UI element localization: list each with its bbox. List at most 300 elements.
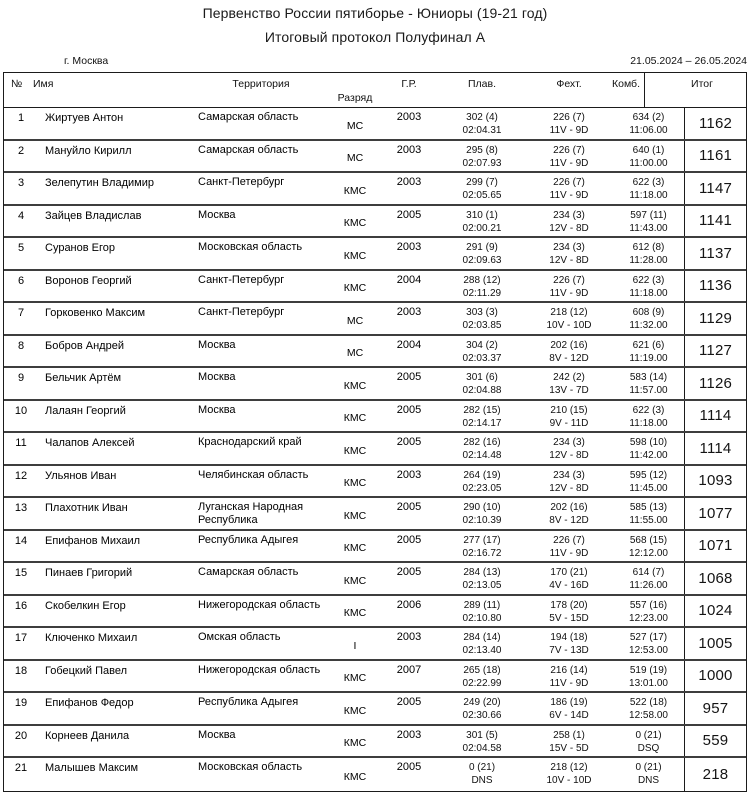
place-cell: 3 — [17, 177, 25, 189]
combined-cell — [613, 401, 684, 432]
result-row — [4, 466, 746, 499]
fencing-cell — [525, 141, 613, 172]
fencing-cell — [525, 693, 613, 724]
fencing-cell — [525, 726, 613, 757]
place-cell: 1 — [17, 112, 25, 124]
fencing-points: 202 (16) — [550, 339, 588, 351]
territory-cell: Московская область — [198, 241, 303, 253]
column-header-birthyear: Г.Р. — [401, 78, 417, 90]
total-score-cell: 1114 — [684, 433, 746, 464]
birthyear-cell: 2003 — [396, 241, 422, 253]
result-row — [4, 628, 746, 661]
territory-cell: Самарская область — [198, 111, 299, 123]
fencing-record: 15V - 5D — [549, 742, 589, 754]
swimming-points: 301 (5) — [466, 729, 498, 741]
combined-cell — [613, 141, 684, 172]
combined-time: 12:58.00 — [629, 710, 668, 721]
fencing-points: 226 (7) — [553, 177, 585, 188]
swimming-time: 02:09.63 — [462, 255, 502, 266]
territory-cell: Московская область — [198, 761, 303, 773]
rank-cell: МС — [346, 119, 364, 132]
event-dates: 21.05.2024 – 26.05.2024 — [630, 55, 747, 67]
combined-points: 0 (21) — [635, 729, 662, 741]
fencing-points: 218 (12) — [550, 307, 588, 318]
result-row — [4, 401, 746, 434]
column-header-rank: Разряд — [337, 92, 373, 104]
place-cell: 14 — [14, 534, 28, 547]
swimming-points: 289 (11) — [463, 599, 501, 611]
swimming-time: 02:04.88 — [462, 385, 502, 396]
birthyear-cell: 2007 — [396, 663, 422, 676]
swimming-cell — [439, 628, 525, 659]
birthyear-cell: 2003 — [396, 728, 422, 741]
fencing-record: 13V - 7D — [549, 385, 589, 396]
athlete-name-cell: Корнеев Данила — [45, 729, 130, 742]
combined-cell — [613, 173, 684, 204]
combined-time: 11:42.00 — [629, 450, 668, 461]
result-row — [4, 433, 746, 466]
total-score-cell: 1005 — [684, 628, 746, 659]
swimming-time: 02:10.39 — [462, 515, 502, 526]
athlete-name-cell: Скобелкин Егор — [45, 599, 126, 612]
combined-cell — [613, 336, 684, 367]
athlete-name-cell: Воронов Георгий — [45, 274, 132, 287]
place-cell: 9 — [17, 372, 25, 384]
fencing-record: 7V - 13D — [549, 645, 589, 656]
swimming-time: 02:16.72 — [462, 547, 502, 559]
swimming-cell — [439, 693, 525, 724]
swimming-points: 301 (6) — [466, 372, 498, 383]
fencing-cell — [525, 661, 613, 692]
rank-cell: КМС — [343, 542, 367, 555]
territory-cell: Москва — [198, 403, 236, 416]
birthyear-cell: 2003 — [396, 468, 422, 481]
swimming-points: 290 (10) — [463, 502, 501, 513]
combined-time: DSQ — [637, 742, 660, 754]
fencing-cell — [525, 466, 613, 497]
combined-cell — [613, 498, 684, 529]
combined-time: 11:26.00 — [629, 580, 668, 591]
combined-time: 11:18.00 — [629, 417, 668, 429]
rank-cell: КМС — [343, 412, 367, 425]
rank-cell: КМС — [343, 217, 367, 230]
fencing-record: 12V - 8D — [549, 255, 589, 266]
birthyear-cell: 2003 — [396, 111, 422, 123]
fencing-record: 11V - 9D — [549, 157, 589, 169]
swimming-points: 302 (4) — [466, 112, 498, 123]
territory-cell: Москва — [198, 371, 236, 383]
fencing-points: 234 (3) — [553, 469, 585, 481]
total-score-cell: 1077 — [684, 498, 746, 529]
rank-cell: КМС — [343, 704, 367, 717]
swimming-cell — [439, 466, 525, 497]
result-row — [4, 141, 746, 174]
total-score-cell: 1093 — [684, 466, 746, 497]
combined-points: 595 (12) — [629, 469, 668, 481]
result-row — [4, 206, 746, 239]
result-row — [4, 726, 746, 759]
column-header-name: Имя — [33, 78, 54, 90]
result-row — [4, 693, 746, 726]
swimming-points: 282 (15) — [463, 404, 501, 416]
fencing-points: 202 (16) — [550, 502, 588, 513]
birthyear-cell: 2005 — [396, 436, 422, 448]
combined-cell — [613, 563, 684, 594]
swimming-time: 02:07.93 — [462, 157, 502, 169]
combined-points: 568 (15) — [629, 534, 668, 546]
fencing-cell — [525, 758, 613, 791]
fencing-record: 12V - 8D — [549, 482, 589, 494]
fencing-cell — [525, 401, 613, 432]
birthyear-cell: 2005 — [396, 501, 422, 513]
result-row — [4, 108, 746, 141]
fencing-cell — [525, 303, 613, 334]
fencing-cell — [525, 596, 613, 627]
swimming-time: 02:04.31 — [462, 125, 502, 136]
column-header-total: Итог — [691, 78, 713, 90]
birthyear-cell: 2005 — [396, 533, 422, 546]
total-score-cell: 1129 — [684, 303, 746, 334]
document-title: Первенство России пятиборье - Юниоры (19-21 год) — [202, 5, 548, 21]
swimming-cell — [439, 498, 525, 529]
rank-cell: КМС — [343, 249, 367, 262]
athlete-name-cell: Ключенко Михаил — [45, 632, 138, 644]
fencing-points: 234 (3) — [553, 209, 585, 221]
swimming-points: 310 (1) — [466, 209, 498, 221]
rank-cell: КМС — [343, 184, 367, 197]
rank-cell: КМС — [343, 379, 367, 392]
combined-cell — [613, 108, 684, 139]
athlete-name-cell: Епифанов Федор — [45, 697, 134, 709]
combined-points: 612 (8) — [632, 242, 665, 253]
fencing-cell — [525, 531, 613, 562]
place-cell: 16 — [14, 599, 28, 612]
rank-cell: МС — [346, 152, 364, 165]
swimming-time: 02:13.40 — [462, 645, 502, 656]
swimming-time: 02:14.48 — [462, 450, 502, 461]
fencing-record: 11V - 9D — [549, 125, 589, 136]
fencing-cell — [525, 238, 613, 269]
rank-cell: КМС — [343, 509, 367, 522]
result-row — [4, 271, 746, 304]
fencing-points: 170 (21) — [550, 567, 588, 578]
fencing-cell — [525, 498, 613, 529]
birthyear-cell: 2006 — [396, 598, 422, 611]
combined-cell — [613, 758, 684, 791]
swimming-time: 02:03.85 — [462, 320, 502, 331]
swimming-cell — [439, 563, 525, 594]
territory-cell: Омская область — [198, 631, 281, 643]
swimming-cell — [439, 238, 525, 269]
fencing-points: 226 (7) — [553, 274, 585, 286]
athlete-name-cell: Зелепутин Владимир — [45, 177, 154, 189]
combined-time: 12:53.00 — [629, 645, 668, 656]
territory-cell: Санкт-Петербург — [198, 273, 285, 286]
combined-time: 11:19.00 — [629, 352, 668, 364]
total-score-cell: 1068 — [684, 563, 746, 594]
athlete-name-cell: Бобров Андрей — [45, 339, 124, 352]
fencing-cell — [525, 563, 613, 594]
swimming-cell — [439, 531, 525, 562]
swimming-points: 284 (13) — [463, 567, 501, 578]
table-header-row — [4, 73, 746, 108]
fencing-record: 8V - 12D — [549, 515, 589, 526]
athlete-name-cell: Мануйло Кирилл — [45, 144, 132, 157]
combined-points: 557 (16) — [629, 599, 668, 611]
swimming-points: 249 (20) — [463, 697, 501, 708]
result-row — [4, 758, 746, 791]
swimming-cell — [439, 368, 525, 399]
territory-cell: Москва — [198, 208, 236, 221]
combined-cell — [613, 661, 684, 692]
combined-cell — [613, 271, 684, 302]
swimming-cell — [439, 271, 525, 302]
place-cell: 7 — [17, 307, 25, 319]
combined-points: 640 (1) — [632, 144, 665, 156]
place-cell: 11 — [15, 437, 27, 449]
swimming-cell — [439, 401, 525, 432]
fencing-cell — [525, 368, 613, 399]
column-header-territory: Территория — [232, 78, 290, 90]
total-score-cell: 1161 — [684, 141, 746, 172]
swimming-points: 291 (9) — [466, 242, 498, 253]
rank-cell: КМС — [343, 444, 367, 457]
birthyear-cell: 2005 — [396, 371, 422, 383]
total-score-cell: 1114 — [684, 401, 746, 432]
place-cell: 8 — [17, 339, 25, 352]
territory-cell: Москва — [198, 728, 236, 741]
fencing-record: 12V - 8D — [549, 450, 589, 461]
place-cell: 17 — [14, 632, 28, 644]
combined-points: 614 (7) — [632, 567, 665, 578]
birthyear-cell: 2005 — [396, 208, 422, 221]
birthyear-cell: 2003 — [396, 143, 422, 156]
territory-cell: Республика Адыгея — [198, 696, 299, 708]
swimming-time: 02:00.21 — [462, 222, 502, 234]
combined-time: 11:55.00 — [629, 515, 668, 526]
column-header-swimming: Плав. — [467, 78, 496, 90]
athlete-name-cell: Пинаев Григорий — [45, 567, 133, 579]
fencing-record: 5V - 15D — [549, 612, 589, 624]
rank-cell: I — [353, 639, 357, 652]
total-score-cell: 1000 — [684, 661, 746, 692]
territory-cell: Нижегородская область — [198, 663, 321, 676]
swimming-time: 02:04.58 — [462, 742, 502, 754]
column-header-fencing: Фехт. — [556, 78, 582, 90]
table-body — [4, 108, 746, 791]
territory-cell: Самарская область — [198, 566, 299, 578]
combined-points: 527 (17) — [629, 632, 668, 643]
rank-cell: КМС — [343, 672, 367, 685]
swimming-time: 02:03.37 — [462, 352, 502, 364]
fencing-record: 4V - 16D — [549, 580, 589, 591]
birthyear-cell: 2003 — [396, 176, 422, 188]
fencing-cell — [525, 173, 613, 204]
combined-points: 634 (2) — [632, 112, 665, 123]
rank-cell: КМС — [343, 607, 367, 620]
fencing-points: 258 (1) — [553, 729, 585, 741]
swimming-time: 02:14.17 — [462, 417, 502, 429]
swimming-cell — [439, 108, 525, 139]
territory-cell: Санкт-Петербург — [198, 176, 285, 188]
combined-points: 519 (19) — [629, 664, 668, 676]
swimming-points: 284 (14) — [463, 632, 501, 643]
swimming-points: 303 (3) — [466, 307, 498, 318]
birthyear-cell: 2004 — [396, 273, 422, 286]
fencing-record: 12V - 8D — [549, 222, 589, 234]
combined-cell — [613, 531, 684, 562]
athlete-name-cell: Чалапов Алексей — [45, 437, 135, 449]
combined-points: 585 (13) — [629, 502, 668, 513]
total-score-cell: 957 — [684, 693, 746, 724]
combined-time: 12:23.00 — [629, 612, 668, 624]
combined-points: 598 (10) — [629, 437, 668, 448]
header-divider-line — [644, 73, 645, 107]
place-cell: 4 — [17, 209, 25, 222]
result-row — [4, 173, 746, 206]
swimming-time: 02:05.65 — [462, 190, 502, 201]
result-row — [4, 498, 746, 531]
fencing-record: 10V - 10D — [546, 775, 592, 786]
result-row — [4, 563, 746, 596]
combined-points: 622 (3) — [632, 274, 665, 286]
athlete-name-cell: Горковенко Максим — [45, 307, 146, 319]
combined-points: 583 (14) — [629, 372, 668, 383]
rank-cell: МС — [346, 314, 364, 327]
combined-time: DNS — [637, 775, 660, 786]
result-row — [4, 303, 746, 336]
swimming-points: 288 (12) — [463, 274, 501, 286]
swimming-cell — [439, 173, 525, 204]
combined-points: 622 (3) — [632, 177, 665, 188]
combined-time: 12:12.00 — [629, 547, 668, 559]
territory-cell: Челябинская область — [198, 468, 309, 481]
territory-cell: Нижегородская область — [198, 598, 321, 611]
athlete-name-cell: Бельчик Артём — [45, 372, 122, 384]
total-score-cell: 1137 — [684, 238, 746, 269]
swimming-time: 02:10.80 — [462, 612, 502, 624]
combined-time: 11:06.00 — [629, 125, 668, 136]
birthyear-cell: 2003 — [396, 306, 422, 318]
place-cell: 19 — [14, 697, 28, 709]
fencing-record: 11V - 9D — [549, 677, 589, 689]
place-cell: 2 — [17, 144, 25, 157]
fencing-record: 10V - 10D — [546, 320, 592, 331]
swimming-cell — [439, 303, 525, 334]
total-score-cell: 1141 — [684, 206, 746, 237]
combined-points: 597 (11) — [630, 209, 667, 221]
territory-cell: Санкт-Петербург — [198, 306, 285, 318]
fencing-cell — [525, 628, 613, 659]
territory-cell: Луганская Народная Республика — [198, 501, 304, 526]
result-row — [4, 531, 746, 564]
combined-cell — [613, 303, 684, 334]
total-score-cell: 1147 — [684, 173, 746, 204]
athlete-name-cell: Лалаян Георгий — [45, 404, 126, 417]
athlete-name-cell: Ульянов Иван — [45, 469, 117, 482]
place-cell: 20 — [14, 729, 28, 742]
combined-cell — [613, 238, 684, 269]
combined-points: 621 (6) — [632, 339, 665, 351]
document-subtitle: Итоговый протокол Полуфинал А — [264, 29, 486, 45]
total-score-cell: 1136 — [684, 271, 746, 302]
athlete-name-cell: Малышев Максим — [45, 762, 139, 774]
territory-cell: Москва — [198, 338, 236, 351]
rank-cell: МС — [346, 347, 364, 360]
territory-cell: Республика Адыгея — [198, 533, 299, 546]
fencing-points: 218 (12) — [550, 762, 588, 773]
swimming-time: 02:22.99 — [462, 677, 502, 689]
fencing-points: 194 (18) — [550, 632, 588, 643]
birthyear-cell: 2005 — [396, 696, 422, 708]
combined-cell — [613, 596, 684, 627]
fencing-points: 226 (7) — [553, 534, 585, 546]
fencing-cell — [525, 206, 613, 237]
swimming-time: 02:13.05 — [462, 580, 502, 591]
fencing-record: 8V - 12D — [549, 352, 589, 364]
place-cell: 10 — [14, 404, 28, 417]
athlete-name-cell: Плахотник Иван — [45, 502, 128, 514]
fencing-record: 11V - 9D — [549, 547, 589, 559]
place-cell: 12 — [14, 469, 28, 482]
fencing-points: 234 (3) — [553, 437, 585, 448]
fencing-points: 226 (7) — [553, 144, 585, 156]
swimming-time: 02:23.05 — [462, 482, 502, 494]
athlete-name-cell: Жиртуев Антон — [45, 112, 124, 124]
combined-time: 11:43.00 — [629, 222, 668, 234]
combined-time: 13:01.00 — [629, 677, 668, 689]
fencing-record: 11V - 9D — [549, 190, 589, 201]
results-table — [3, 72, 747, 792]
combined-points: 608 (9) — [632, 307, 665, 318]
swimming-cell — [439, 141, 525, 172]
combined-time: 11:00.00 — [629, 157, 668, 169]
combined-time: 11:45.00 — [629, 482, 668, 494]
total-score-cell: 559 — [684, 726, 746, 757]
combined-cell — [613, 206, 684, 237]
athlete-name-cell: Гобецкий Павел — [45, 664, 128, 677]
swimming-points: 0 (21) — [468, 762, 496, 773]
combined-cell — [613, 466, 684, 497]
fencing-cell — [525, 433, 613, 464]
swimming-cell — [439, 206, 525, 237]
combined-time: 11:18.00 — [629, 190, 668, 201]
swimming-points: 282 (16) — [463, 437, 501, 448]
fencing-points: 216 (14) — [550, 664, 588, 676]
place-cell: 13 — [14, 502, 28, 514]
athlete-name-cell: Суранов Егор — [45, 242, 115, 254]
combined-cell — [613, 433, 684, 464]
total-score-cell: 1162 — [684, 108, 746, 139]
combined-points: 522 (18) — [629, 697, 668, 708]
swimming-cell — [439, 726, 525, 757]
combined-points: 622 (3) — [632, 404, 665, 416]
result-row — [4, 238, 746, 271]
place-cell: 5 — [17, 242, 25, 254]
place-cell: 21 — [14, 762, 28, 774]
fencing-points: 186 (19) — [550, 697, 588, 708]
combined-time: 11:28.00 — [629, 255, 668, 266]
total-score-cell: 1127 — [684, 336, 746, 367]
swimming-cell — [439, 433, 525, 464]
swimming-points: 264 (19) — [463, 469, 501, 481]
event-location: г. Москва — [64, 55, 109, 67]
total-score-cell: 1126 — [684, 368, 746, 399]
birthyear-cell: 2005 — [396, 566, 422, 578]
swimming-cell — [439, 596, 525, 627]
swimming-cell — [439, 758, 525, 791]
place-cell: 6 — [17, 274, 25, 287]
